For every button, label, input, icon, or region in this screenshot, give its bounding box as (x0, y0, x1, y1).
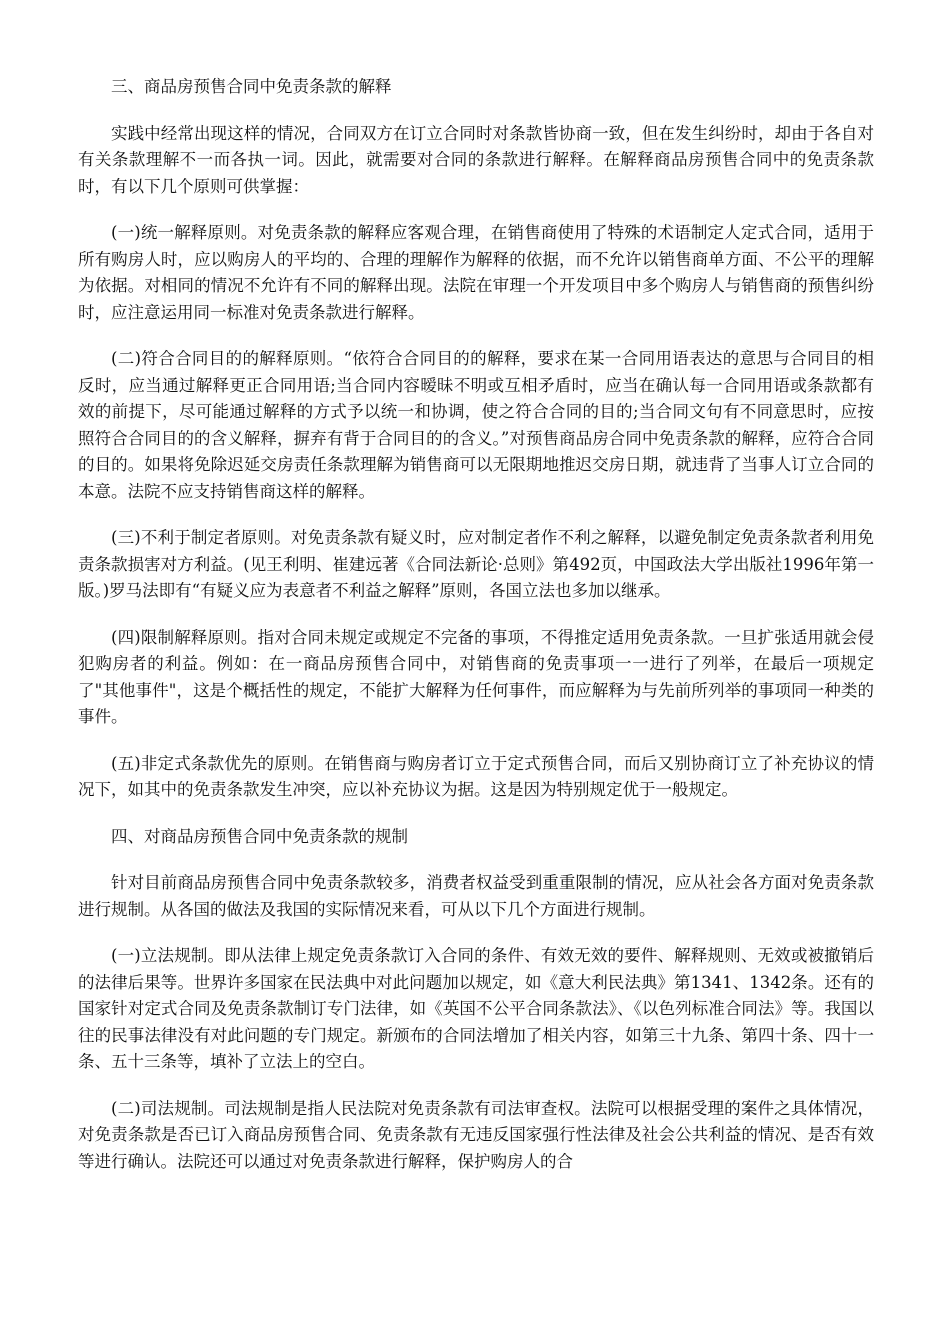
section-3-intro: 实践中经常出现这样的情况，合同双方在订立合同时对条款皆协商一致，但在发生纠纷时，却由于各自对有关条款理解不一而各执一词。因此，就需要对合同的条款进行解释。在解释商品房预售合同中的免责条款时，有以下几个原则可供掌握： (78, 123, 874, 196)
document-body (78, 74, 874, 1195)
regulation-1-paragraph: (一)立法规制。即从法律上规定免责条款订入合同的条件、有效无效的要件、解释规则、无效或被撤销后的法律后果等。世界许多国家在民法典中对此问题加以规定，如《意大利民法典》第1341、1342条。还有的国家针对定式合同及免责条款制订专门法律，如《英国不公平合同条款法》、《以色列标准合同法》等。我国以往的民事法律没有对此问题的专门规定。新颁布的合同法增加了相关内容，如第三十九条、第四十条、四十一条、五十三条等，填补了立法上的空白。 (78, 946, 874, 1071)
principle-1-paragraph: (一)统一解释原则。对免责条款的解释应客观合理，在销售商使用了特殊的术语制定人定式合同，适用于所有购房人时，应以购房人的平均的、合理的理解作为解释的依据，而不允许以销售商单方面、不公平的理解为依据。对相同的情况不允许有不同的解释出现。法院在审理一个开发项目中多个购房人与销售商的预售纠纷时，应注意运用同一标准对免责条款进行解释。 (78, 223, 874, 322)
principle-5-paragraph: (五)非定式条款优先的原则。在销售商与购房者订立于定式预售合同，而后又别协商订立了补充协议的情况下，如其中的免责条款发生冲突，应以补充协议为据。这是因为特别规定优于一般规定。 (78, 753, 874, 799)
section-4-intro: 针对目前商品房预售合同中免责条款较多，消费者权益受到重重限制的情况，应从社会各方面对免责条款进行规制。从各国的做法及我国的实际情况来看，可从以下几个方面进行规制。 (78, 873, 874, 919)
section-4-title: 四、对商品房预售合同中免责条款的规制 (111, 826, 408, 846)
principle-4-paragraph: (四)限制解释原则。指对合同未规定或规定不完备的事项，不得推定适用免责条款。一旦扩张适用就会侵犯购房者的利益。例如：在一商品房预售合同中，对销售商的免责事项一一进行了列举，在最后一项规定了"其他事件"，这是个概括性的规定，不能扩大解释为任何事件，而应解释为与先前所列举的事项同一种类的事件。 (78, 627, 874, 726)
principle-3-paragraph: (三)不利于制定者原则。对免责条款有疑义时，应对制定者作不利之解释，以避免制定免责条款者利用免责条款损害对方利益。(见王利明、崔建远著《合同法新论·总则》第492页，中国政法大学出版社1996年第一版。)罗马法即有“有疑义应为表意者不利益之解释”原则，各国立法也多加以继承。 (78, 528, 874, 600)
principle-2-paragraph: (二)符合合同目的的解释原则。“依符合合同目的的解释，要求在某一合同用语表达的意思与合同目的相反时，应当通过解释更正合同用语;当合同内容暧昧不明或互相矛盾时，应当在确认每一合同用语或条款都有效的前提下，尽可能通过解释的方式予以统一和协调，使之符合合同的目的;当合同文句有不同意思时，应按照符合合同目的的含义解释，摒弃有背于合同目的的含义。”对预售商品房合同中免责条款的解释，应符合合同的目的。如果将免除迟延交房责任条款理解为销售商可以无限期地推迟交房日期，就违背了当事人订立合同的本意。法院不应支持销售商这样的解释。 (78, 349, 874, 501)
section-3-title: 三、商品房预售合同中免责条款的解释 (111, 77, 392, 96)
regulation-2-paragraph: (二)司法规制。司法规制是指人民法院对免责条款有司法审查权。法院可以根据受理的案件之具体情况，对免责条款是否已订入商品房预售合同、免责条款有无违反国家强行性法律及社会公共利益的情况、是否有效等进行确认。法院还可以通过对免责条款进行解释，保护购房人的合 (78, 1098, 874, 1171)
